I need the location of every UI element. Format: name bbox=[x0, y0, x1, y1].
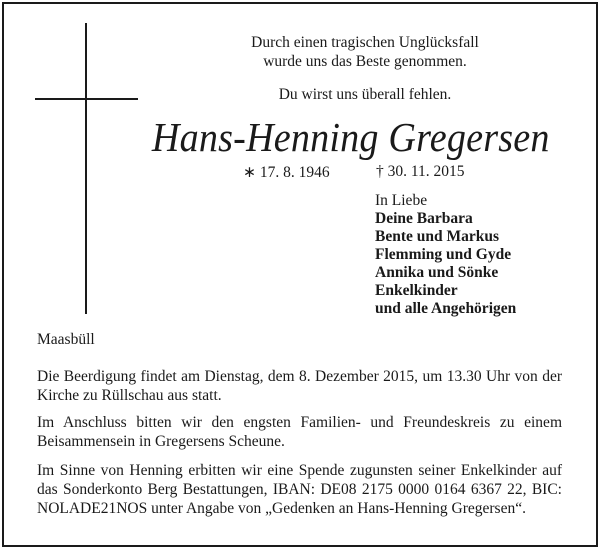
funeral-notice: Die Beerdigung findet am Dienstag, dem 8. Dezember 2015, um 13.30 Uhr von der Kirche zu Rüllschau aus statt. bbox=[37, 368, 562, 404]
mourner-name: Deine Barbara bbox=[375, 210, 473, 227]
mourner-name: Flemming und Gyde bbox=[375, 246, 512, 263]
gathering-notice: Im Anschluss bitten wir den engsten Familien- und Freundeskreis zu einem Beisammensein in Gregersens Scheune. bbox=[37, 414, 562, 450]
quote-line: Durch einen tragischen Unglücksfall bbox=[251, 34, 479, 51]
place-name: Maasbüll bbox=[37, 331, 95, 348]
birth-date: ∗ 17. 8. 1946 bbox=[243, 164, 330, 181]
death-date: † 30. 11. 2015 bbox=[376, 163, 465, 180]
mourners-list bbox=[375, 192, 516, 318]
quote-line: wurde uns das Beste genommen. bbox=[263, 53, 467, 70]
mourner-name: Enkelkinder bbox=[375, 282, 458, 299]
cross-vertical-bar bbox=[85, 23, 87, 314]
quote-tagline: Du wirst uns überall fehlen. bbox=[278, 86, 452, 103]
mourners-intro: In Liebe bbox=[375, 192, 428, 209]
cross-horizontal-bar bbox=[35, 98, 138, 100]
deceased-name: Hans-Henning Gregersen bbox=[152, 114, 550, 160]
memorial-quote bbox=[140, 33, 590, 71]
mourner-name: und alle Angehörigen bbox=[375, 300, 517, 317]
donation-notice: Im Sinne von Henning erbitten wir eine Spende zugunsten seiner Enkelkinder auf das Sonderkonto Berg Bestattungen, IBAN: DE08 2175 0000 0164 6367 22, BIC: NOLADE21NOS unter Angabe von „Gedenken an Hans-Henning Gregersen“. bbox=[37, 462, 562, 517]
mourner-name: Bente und Markus bbox=[375, 228, 500, 245]
mourner-name: Annika und Sönke bbox=[375, 264, 499, 281]
